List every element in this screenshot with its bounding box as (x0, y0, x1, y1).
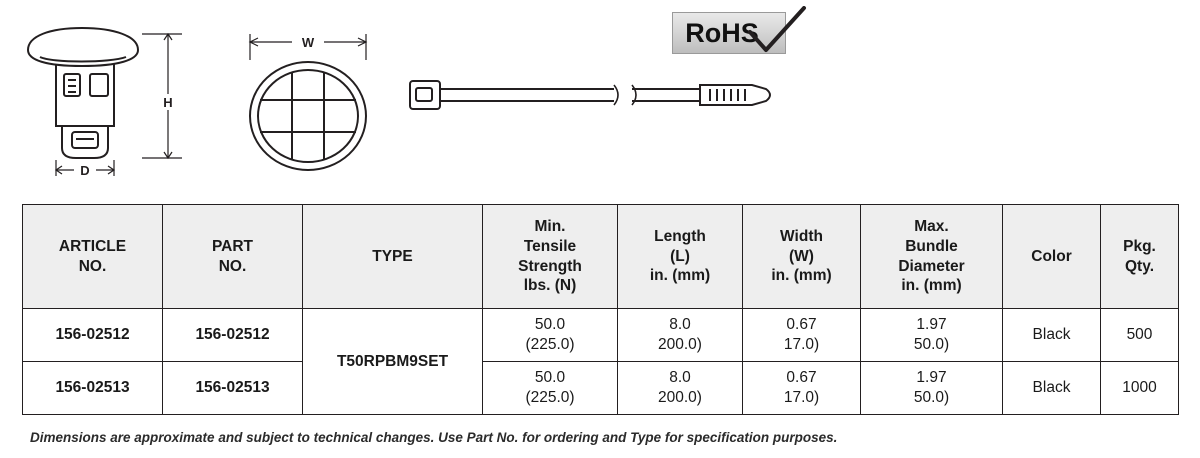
bundle-line4: in. (mm) (901, 277, 962, 295)
width-value-mm: 17.0) (783, 389, 820, 406)
column-header-length (618, 205, 743, 309)
cell-color: Black (1003, 362, 1101, 415)
table-row (23, 362, 1179, 415)
cell-max-bundle-diameter (861, 362, 1003, 415)
table-row (23, 309, 1179, 362)
length-line2: (L) (670, 247, 690, 265)
part-no-line1: PART (211, 237, 254, 255)
cell-color: Black (1003, 309, 1101, 362)
bundle-value-in: 1.97 (916, 368, 947, 386)
spec-table-container (22, 204, 1178, 415)
cell-pkg-qty: 1000 (1101, 362, 1179, 415)
column-header-part-no (163, 205, 303, 309)
bundle-value-in: 1.97 (916, 315, 947, 333)
width-line3: in. (mm) (771, 267, 832, 285)
cable-tie-head-top-view (230, 18, 390, 178)
cell-tensile-strength (483, 309, 618, 362)
article-no-line2: NO. (78, 257, 107, 275)
tensile-value-lbs: 50.0 (534, 315, 566, 333)
column-header-width (743, 205, 861, 309)
bundle-value-mm: 50.0) (913, 389, 950, 406)
tensile-value-lbs: 50.0 (534, 368, 566, 386)
cell-width (743, 362, 861, 415)
column-header-type: TYPE (303, 205, 483, 309)
table-header-row (23, 205, 1179, 309)
cell-part-no: 156-02513 (163, 362, 303, 415)
tensile-line2: Tensile (523, 237, 577, 255)
cable-tie-head-side-view (10, 8, 210, 178)
bundle-line1: Max. (914, 218, 949, 236)
rohs-label: RoHS (685, 17, 759, 48)
pkg-qty-line2: Qty. (1125, 257, 1154, 275)
cell-part-no: 156-02512 (163, 309, 303, 362)
cell-article-no: 156-02513 (23, 362, 163, 415)
bundle-line2: Bundle (905, 237, 958, 255)
column-header-color: Color (1003, 205, 1101, 309)
cable-tie-full-length-view (400, 55, 820, 135)
width-value-in: 0.67 (786, 368, 817, 386)
dimension-label-W: W (301, 35, 315, 50)
pkg-qty-line1: Pkg. (1123, 237, 1156, 255)
width-value-mm: 17.0) (783, 336, 820, 353)
tensile-value-n: (225.0) (525, 389, 575, 406)
cell-width (743, 309, 861, 362)
length-value-mm: 200.0) (658, 336, 702, 353)
rohs-badge (672, 6, 812, 54)
length-line3: in. (mm) (649, 267, 711, 285)
footnote: Dimensions are approximate and subject to technical changes. Use Part No. for ordering and Type for specification purposes. (30, 430, 838, 445)
cell-max-bundle-diameter (861, 309, 1003, 362)
width-line2: (W) (789, 247, 814, 265)
cell-tensile-strength (483, 362, 618, 415)
length-value-in: 8.0 (669, 368, 691, 386)
column-header-tensile-strength (483, 205, 618, 309)
illustration-band (0, 0, 1200, 190)
width-line1: Width (780, 227, 823, 245)
bundle-value-mm: 50.0) (913, 336, 950, 353)
cell-pkg-qty: 500 (1101, 309, 1179, 362)
column-header-pkg-qty (1101, 205, 1179, 309)
bundle-line3: Diameter (898, 257, 965, 275)
article-no-line1: ARTICLE (58, 237, 127, 255)
spec-table (22, 204, 1179, 415)
tensile-value-n: (225.0) (525, 336, 575, 353)
length-value-in: 8.0 (669, 315, 691, 333)
tensile-line1: Min. (534, 218, 566, 236)
tensile-line4: lbs. (N) (523, 277, 577, 295)
cell-type: T50RPBM9SET (303, 309, 483, 415)
column-header-max-bundle-diameter (861, 205, 1003, 309)
width-value-in: 0.67 (786, 315, 817, 333)
length-value-mm: 200.0) (658, 389, 702, 406)
dimension-label-H: H (163, 95, 173, 110)
tensile-line3: Strength (518, 257, 582, 275)
cell-length (618, 309, 743, 362)
checkmark-icon (746, 6, 810, 58)
column-header-article-no (23, 205, 163, 309)
part-no-line2: NO. (218, 257, 247, 275)
length-line1: Length (654, 227, 706, 245)
dimension-label-D: D (80, 163, 90, 178)
cell-length (618, 362, 743, 415)
cell-article-no: 156-02512 (23, 309, 163, 362)
